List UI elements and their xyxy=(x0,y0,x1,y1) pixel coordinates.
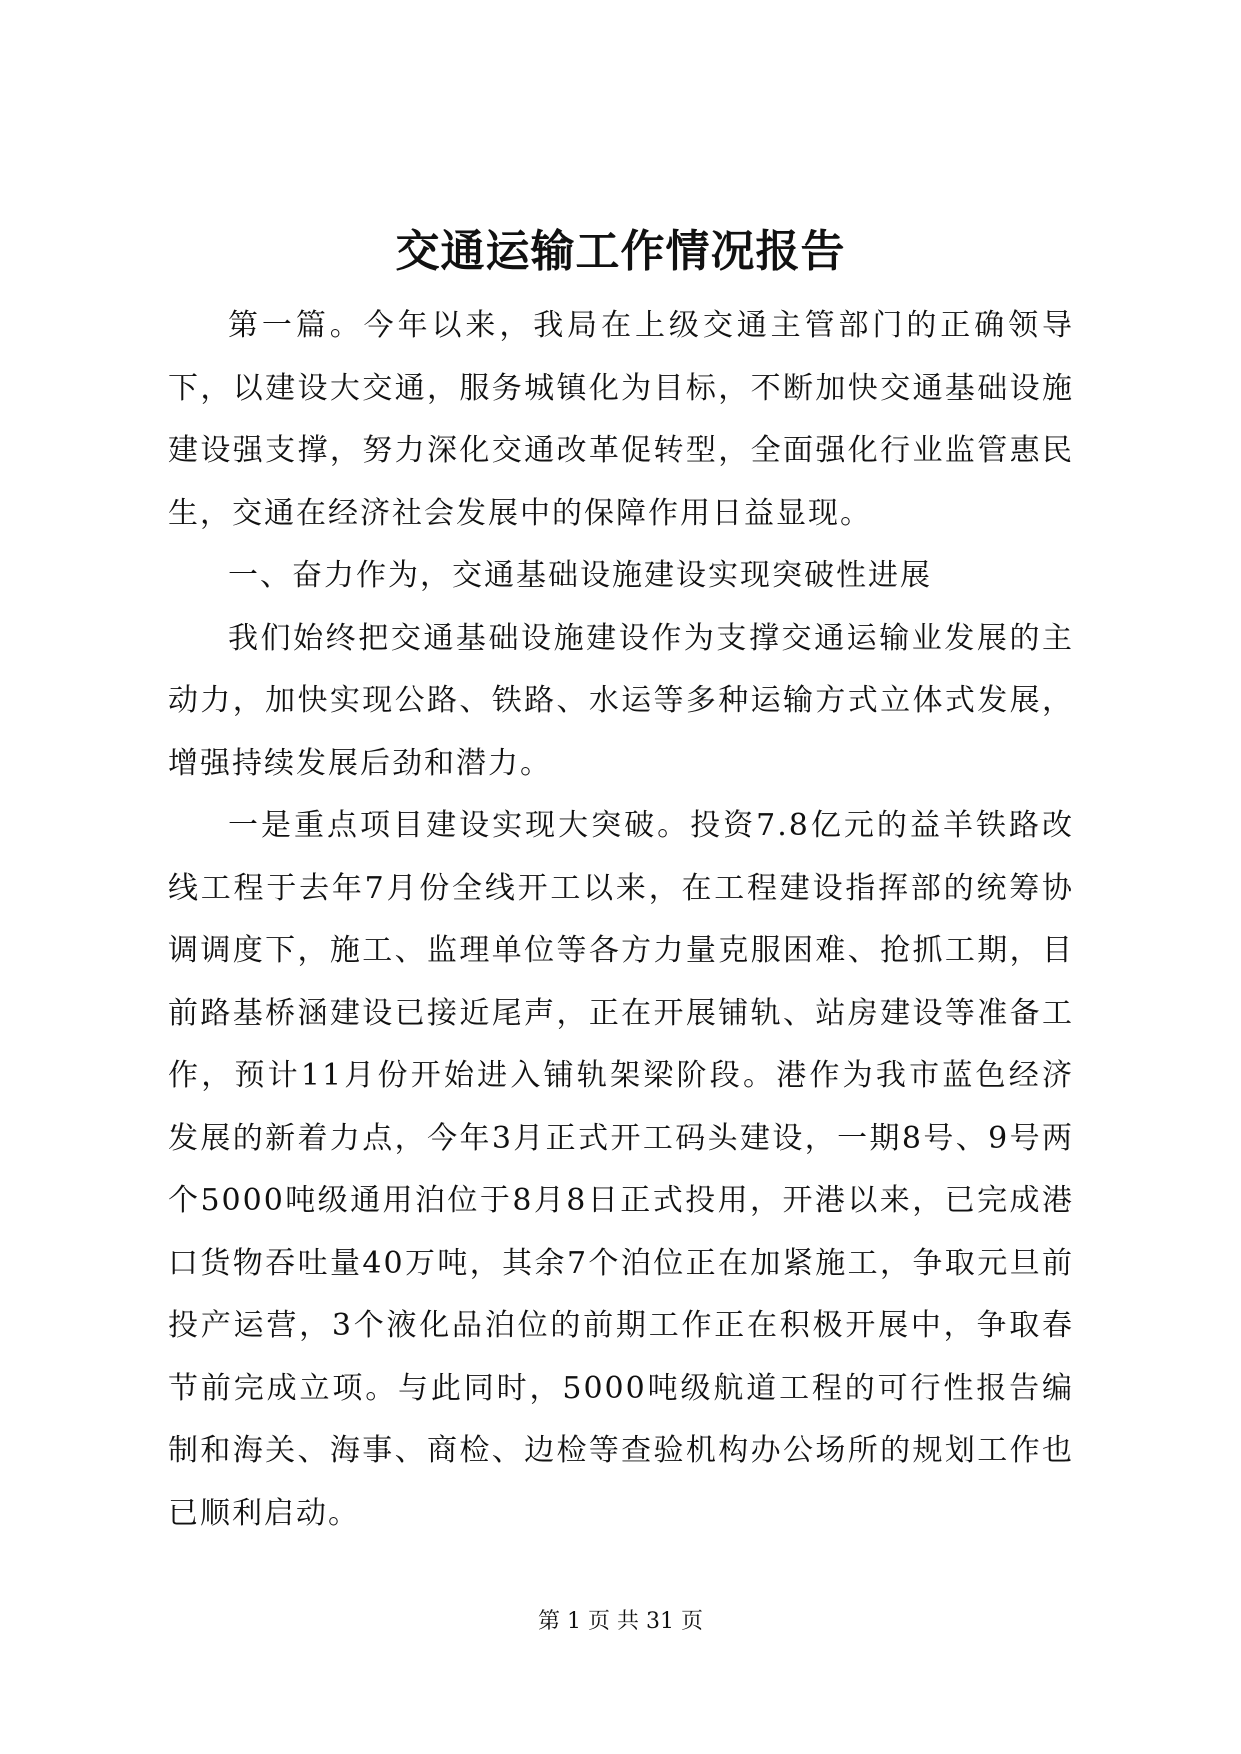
page-footer: 第 1 页 共 31 页 xyxy=(538,1609,703,1634)
paragraph-infrastructure: 我们始终把交通基础设施建设作为支撑交通运输业发展的主动力，加快实现公路、铁路、水运等多种运输方式立体式发展，增强持续发展后劲和潜力。 xyxy=(168,620,1074,781)
paragraph-key-projects: 一是重点项目建设实现大突破。投资7.8亿元的益羊铁路改线工程于去年7月份全线开工以来，在工程建设指挥部的统筹协调调度下，施工、监理单位等各方力量克服困难、抢抓工期，目前路基桥涵建设已接近尾声，正在开展铺轨、站房建设等准备工作，预计11月份开始进入铺轨架梁阶段。港作为我市蓝色经济发展的新着力点，今年3月正式开工码头建设，一期8号、9号两个5000吨级通用泊位于8月8日正式投用，开港以来，已完成港口货物吞吐量40万吨，其余7个泊位正在加紧施工，争取元旦前投产运营，3个液化品泊位的前期工作正在积极开展中，争取春节前完成立项。与此同时，5000吨级航道工程的可行性报告编制和海关、海事、商检、边检等查验机构办公场所的规划工作也已顺利启动。 xyxy=(168,808,1074,1531)
document-title: 交通运输工作情况报告 xyxy=(395,226,846,277)
paragraph-intro: 第一篇。今年以来，我局在上级交通主管部门的正确领导下，以建设大交通，服务城镇化为目标，不断加快交通基础设施建设强支撑，努力深化交通改革促转型，全面强化行业监管惠民生，交通在经济社会发展中的保障作用日益显现。 xyxy=(168,308,1074,531)
document-body xyxy=(168,295,1074,1545)
section-heading: 一、奋力作为，交通基础设施建设实现突破性进展 xyxy=(228,558,932,593)
